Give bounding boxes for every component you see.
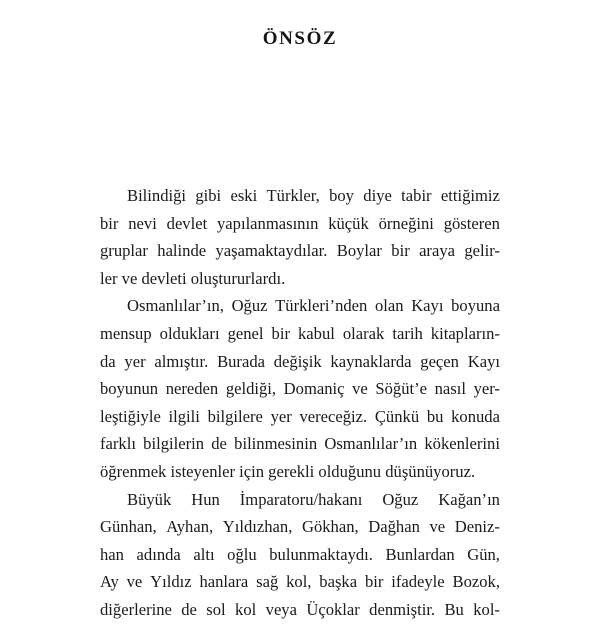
word: nevi xyxy=(128,213,157,233)
word: Bozok, xyxy=(452,572,500,592)
word: bir xyxy=(391,241,410,261)
text-line xyxy=(100,486,500,514)
word: eski xyxy=(230,186,258,205)
word: sağ xyxy=(256,572,279,592)
word: geldiği, xyxy=(225,379,277,399)
word: de xyxy=(211,434,227,454)
word: Kağan’ın xyxy=(438,489,500,509)
word: başka xyxy=(319,572,358,592)
word: olan xyxy=(374,296,404,316)
text-line xyxy=(100,403,500,431)
word: yapılanmasının xyxy=(217,213,319,233)
word: devlet xyxy=(166,213,208,233)
word: örneğini xyxy=(378,213,434,233)
word: Kayı xyxy=(411,296,444,316)
word: Kayı xyxy=(467,351,500,371)
word: yer- xyxy=(473,379,500,399)
word: ilgili xyxy=(168,406,200,426)
word: nasıl xyxy=(434,379,466,399)
word: değişik xyxy=(273,351,322,371)
word: kökenlerini xyxy=(424,434,500,454)
word: halinde xyxy=(157,241,207,261)
word: tarih xyxy=(392,323,423,343)
word: ve xyxy=(352,379,368,399)
word: kaynaklarda xyxy=(330,351,412,371)
body-text-block xyxy=(100,182,500,624)
text-line xyxy=(100,375,500,403)
word: konuda xyxy=(451,406,500,426)
word: Deniz- xyxy=(454,517,500,537)
word: oldukları xyxy=(159,323,220,343)
word: diye xyxy=(363,186,392,205)
word: sol xyxy=(206,599,226,619)
word: Türkler, xyxy=(266,186,320,205)
word: bu xyxy=(426,406,444,426)
word: Günhan, xyxy=(100,517,157,537)
word: almıştır. xyxy=(154,351,209,371)
word: Üçoklar xyxy=(306,599,360,619)
word: Boylar xyxy=(336,241,382,261)
word: boyuna xyxy=(451,296,500,316)
word: kol xyxy=(235,599,257,619)
word: bilinmesinin xyxy=(234,434,318,454)
word: han xyxy=(100,544,124,564)
word: de xyxy=(181,599,197,619)
word: Yıldız xyxy=(150,572,192,592)
word: mensup xyxy=(100,323,152,343)
word: bir xyxy=(100,213,119,233)
word: Osmanlılar’ın, xyxy=(127,296,224,316)
text-line xyxy=(100,182,500,210)
word: bulunmaktaydı. xyxy=(269,544,373,564)
word: kabul xyxy=(297,323,335,343)
word: vereceğiz. xyxy=(299,406,368,426)
word: Yıldızhan, xyxy=(222,517,293,537)
word: Bilindiği xyxy=(127,186,187,205)
word: yer xyxy=(124,351,146,371)
word: leştiğiyle xyxy=(100,406,161,426)
text-line xyxy=(100,596,500,624)
word: kol- xyxy=(473,599,500,619)
word: Türkleri’nden xyxy=(275,296,368,316)
word: diğerlerine xyxy=(100,599,172,619)
word: da xyxy=(100,351,116,371)
word: Gün, xyxy=(467,544,500,564)
word: gibi xyxy=(195,186,222,205)
word: Bu xyxy=(444,599,464,619)
word: denmiştir. xyxy=(369,599,436,619)
word: ve xyxy=(126,572,143,592)
word: araya xyxy=(419,241,455,261)
word: ettiğimiz xyxy=(440,186,500,205)
word: Çünkü xyxy=(374,406,420,426)
word: tabir xyxy=(401,186,432,205)
text-line: öğrenmek isteyenler için gerekli olduğunu düşünüyoruz. xyxy=(100,461,476,481)
word: Osmanlılar’ın xyxy=(324,434,418,454)
word: Söğüt’e xyxy=(375,379,428,399)
word: altı xyxy=(193,544,215,564)
word: hanlara xyxy=(199,572,249,592)
text-line xyxy=(100,237,500,265)
word: gelir- xyxy=(464,241,500,261)
paragraph xyxy=(100,486,500,624)
text-line xyxy=(100,513,500,541)
word: geçen xyxy=(420,351,459,371)
word: veya xyxy=(265,599,297,619)
word: Oğuz xyxy=(382,489,419,509)
word: gösteren xyxy=(443,213,500,233)
text-line xyxy=(100,320,500,348)
word: Bunlardan xyxy=(385,544,455,564)
word: nereden xyxy=(165,379,219,399)
word: küçük xyxy=(328,213,369,233)
word: farklı xyxy=(100,434,136,454)
word: Burada xyxy=(217,351,265,371)
word: oğlu xyxy=(227,544,257,564)
word: boy xyxy=(329,186,354,205)
word: Oğuz xyxy=(231,296,268,316)
word: genel xyxy=(227,323,264,343)
text-line: ler ve devleti oluştururlardı. xyxy=(100,268,286,288)
paragraph xyxy=(100,292,500,485)
word: Ay xyxy=(100,572,119,592)
word: Ayhan, xyxy=(166,517,214,537)
word: Gökhan, xyxy=(301,517,359,537)
word: ve xyxy=(429,517,446,537)
text-line xyxy=(100,430,500,458)
word: Domaniç xyxy=(283,379,345,399)
word: Büyük xyxy=(127,489,172,509)
word: Hun xyxy=(191,489,220,509)
page-title: ÖNSÖZ xyxy=(262,28,338,49)
paragraph xyxy=(100,182,500,292)
word: Dağhan xyxy=(368,517,420,537)
word: bir xyxy=(271,323,290,343)
word: gruplar xyxy=(100,241,148,261)
word: kitapların- xyxy=(430,323,500,343)
text-line xyxy=(100,210,500,238)
word: bilgilere xyxy=(207,406,263,426)
word: İmparatoru/hakanı xyxy=(239,489,363,509)
text-line xyxy=(100,541,500,569)
word: boyunun xyxy=(100,379,159,399)
word: adında xyxy=(136,544,181,564)
word: bir xyxy=(364,572,384,592)
text-line xyxy=(100,292,500,320)
word: yer xyxy=(270,406,292,426)
text-line xyxy=(100,568,500,596)
word: ifadeyle xyxy=(391,572,445,592)
word: bilgilerin xyxy=(143,434,205,454)
text-line xyxy=(100,348,500,376)
word: yaşamaktaydılar. xyxy=(215,241,328,261)
word: kol, xyxy=(286,572,312,592)
word: olarak xyxy=(342,323,385,343)
